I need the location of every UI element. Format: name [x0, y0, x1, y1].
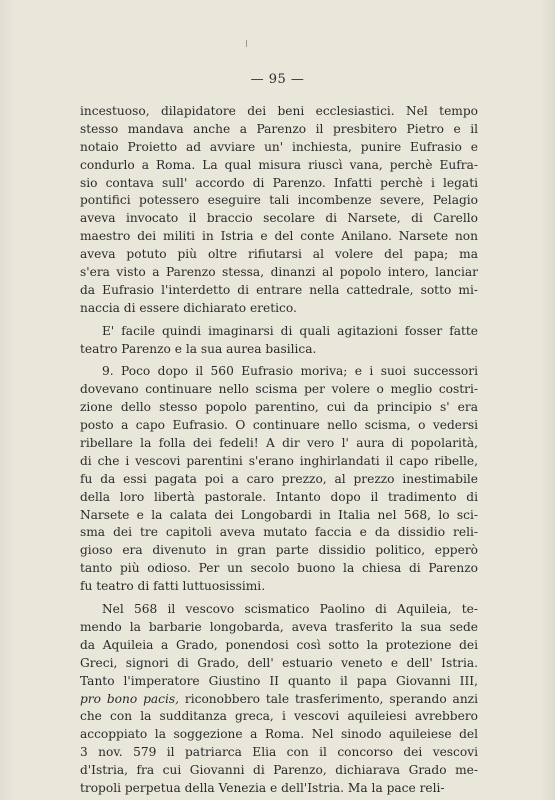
- text-line: Greci, signori di Grado, dell' estuario veneto e dell' Istria.: [80, 655, 478, 670]
- text-line: tanto più odioso. Per un secolo buono la chiesa di Parenzo: [80, 561, 478, 576]
- text-line: tropoli perpetua della Venezia e dell'Istria. Ma la pace reli-: [80, 780, 445, 795]
- text-line: condurlo a Roma. La qual misura riuscì vana, perchè Eufra-: [80, 157, 478, 172]
- text-line: aveva invocato il braccio secolare di Narsete, di Carello: [80, 211, 478, 226]
- text-line: fu da essi pagata poi a caro prezzo, al prezzo inestimabile: [80, 471, 478, 486]
- text-line: notaio Proietto ad avviare un' inchiesta, punire Eufrasio e: [80, 139, 478, 154]
- text-line: naccia di essere dichiarato eretico.: [80, 300, 297, 315]
- text-line: 9. Poco dopo il 560 Eufrasio moriva; e i suoi successori: [102, 364, 478, 379]
- text-line: E' facile quindi imaginarsi di quali agitazioni fosser fatte: [102, 323, 478, 338]
- text-line: pro bono pacis, riconobbero tale trasferimento, sperando anzi: [80, 691, 478, 706]
- text-line: d'Istria, fra cui Giovanni di Parenzo, dichiarava Grado me-: [80, 763, 478, 778]
- text-line: maestro dei militi in Istria e del conte Anilano. Narsete non: [80, 229, 478, 244]
- body-text: [80, 103, 478, 798]
- text-line: 3 nov. 579 il patriarca Elia con il concorso dei vescovi: [80, 745, 478, 760]
- text-line: dovevano continuare nello scisma per volere o meglio costri-: [80, 382, 478, 397]
- text-line: di che i vescovi parentini s'erano inghirlandati il capo ribelle,: [80, 453, 478, 468]
- text-line: da Eufrasio l'interdetto di entrare nella cattedrale, sotto mi-: [80, 282, 478, 297]
- text-line: pontifici potessero eseguire tali incombenze severe, Pelagio: [80, 193, 478, 208]
- paragraph: [80, 323, 478, 359]
- paragraph: [80, 363, 478, 596]
- text-line: gioso era divenuto in gran parte dissidio politico, epperò: [80, 543, 478, 558]
- text-line: zione dello stesso popolo parentino, cui da principio s' era: [80, 400, 478, 415]
- paper-speck: [246, 40, 247, 47]
- page-number: — 95 —: [250, 72, 305, 87]
- text-line: ribellare la folla dei fedeli! A dir vero l' aura di popolarità,: [80, 436, 478, 451]
- text-line: che con la sudditanza greca, i vescovi aquileiesi avrebbero: [80, 709, 478, 724]
- text-line: sma dei tre capitoli aveva mutato faccia e da dissidio reli-: [80, 525, 478, 540]
- paragraph: [80, 601, 478, 798]
- text-line: s'era visto a Parenzo stessa, dinanzi al popolo intero, lanciar: [80, 265, 478, 280]
- italic-phrase: pro bono pacis,: [80, 691, 179, 706]
- text-line: da Aquileia a Grado, ponendosi così sotto la protezione dei: [80, 637, 478, 652]
- text-line: fu teatro di fatti luttuosissimi.: [80, 579, 266, 594]
- text-line: Tanto l'imperatore Giustino II quanto il papa Giovanni III,: [80, 673, 478, 688]
- text-line: mendo la barbarie longobarda, aveva trasferito la sua sede: [80, 619, 478, 634]
- text-line: aveva potuto più oltre rifiutarsi al volere del papa; ma: [80, 247, 478, 262]
- paragraph: [80, 103, 478, 318]
- text-line: Narsete e la calata dei Longobardi in Italia nel 568, lo sci-: [80, 507, 478, 522]
- text-line: posto a capo Eufrasio. O continuare nello scisma, o vedersi: [80, 418, 478, 433]
- text-line: Nel 568 il vescovo scismatico Paolino di Aquileia, te-: [102, 602, 478, 617]
- text-line: teatro Parenzo e la sua aurea basilica.: [80, 341, 317, 356]
- text-line: stesso mandava anche a Parenzo il presbitero Pietro e il: [80, 121, 478, 136]
- text-line: della loro libertà pastorale. Intanto dopo il tradimento di: [80, 489, 478, 504]
- text-line: incestuoso, dilapidatore dei beni ecclesiastici. Nel tempo: [80, 104, 478, 118]
- text-line: accoppiato la soggezione a Roma. Nel sinodo aquileiese del: [80, 727, 478, 742]
- text-line: sio contava sull' accordo di Parenzo. Infatti perchè i legati: [80, 175, 478, 190]
